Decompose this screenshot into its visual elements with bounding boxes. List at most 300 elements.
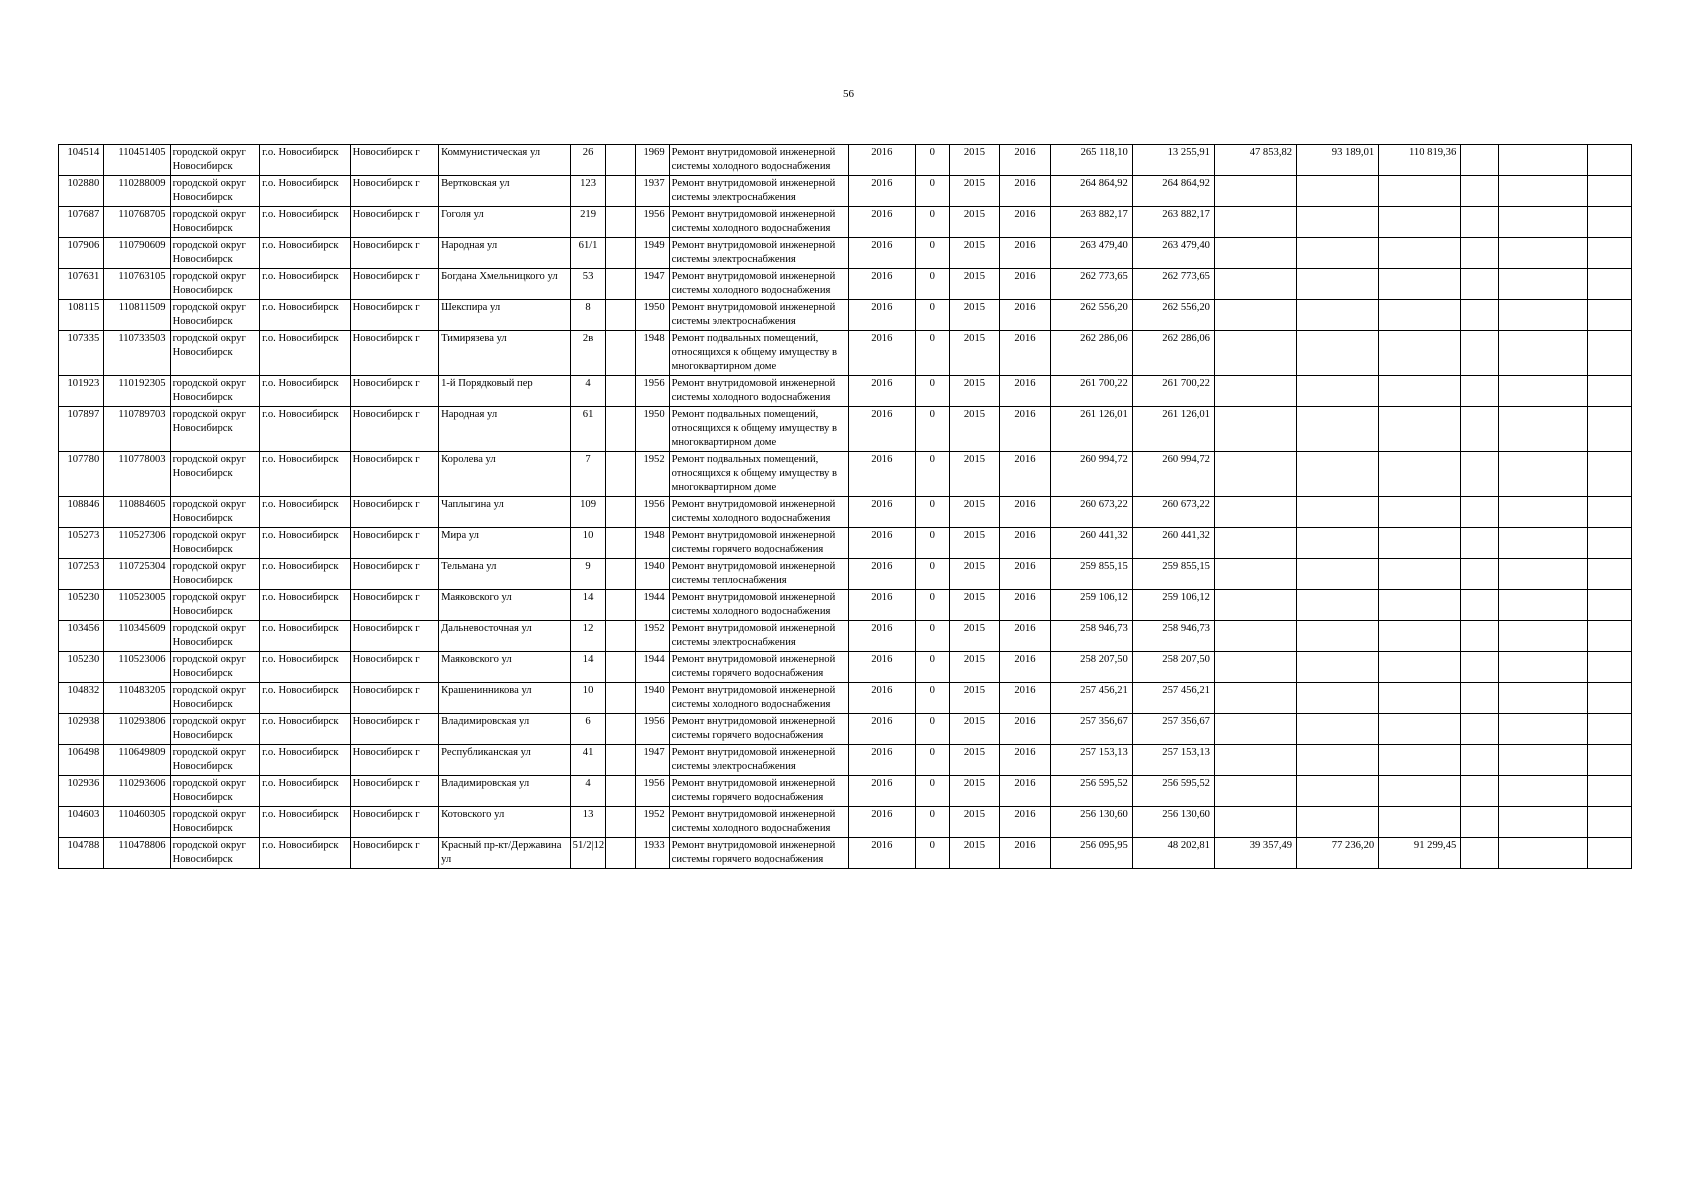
cell-y1: 2016 [848,652,915,683]
cell-work: Ремонт внутридомовой инженерной системы электроснабжения [669,238,848,269]
cell-v4 [1379,683,1461,714]
cell-v3 [1297,807,1379,838]
cell-district: городской округ Новосибирск [170,683,259,714]
cell-house: 9 [570,559,606,590]
cell-municipality: г.о. Новосибирск [260,714,351,745]
table-row [59,407,1632,452]
cell-y1: 2016 [848,590,915,621]
cell-build [606,714,635,745]
cell-v3 [1297,407,1379,452]
table-row [59,776,1632,807]
cell-e2 [1499,621,1587,652]
cell-district: городской округ Новосибирск [170,452,259,497]
cell-y3: 2016 [1000,207,1051,238]
cell-y2: 2015 [949,714,1000,745]
cell-v1: 261 700,22 [1132,376,1214,407]
cell-y3: 2016 [1000,238,1051,269]
cell-district: городской округ Новосибирск [170,176,259,207]
cell-v2 [1214,176,1296,207]
cell-municipality: г.о. Новосибирск [260,238,351,269]
cell-district: городской округ Новосибирск [170,807,259,838]
cell-city: Новосибирск г [350,269,438,300]
cell-work: Ремонт внутридомовой инженерной системы холодного водоснабжения [669,590,848,621]
cell-zero: 0 [915,376,949,407]
cell-city: Новосибирск г [350,176,438,207]
cell-total: 263 479,40 [1050,238,1132,269]
cell-v4 [1379,269,1461,300]
cell-street: Дальневосточная ул [439,621,571,652]
cell-build [606,145,635,176]
cell-street: Владимировская ул [439,714,571,745]
cell-y1: 2016 [848,269,915,300]
cell-street: Маяковского ул [439,590,571,621]
cell-house: 10 [570,528,606,559]
cell-city: Новосибирск г [350,621,438,652]
cell-district: городской округ Новосибирск [170,621,259,652]
cell-street: Гоголя ул [439,207,571,238]
cell-total: 258 207,50 [1050,652,1132,683]
cell-e3 [1587,621,1631,652]
cell-e1 [1461,745,1499,776]
cell-id: 107906 [59,238,104,269]
cell-e2 [1499,331,1587,376]
cell-e1 [1461,838,1499,869]
cell-id: 105230 [59,590,104,621]
cell-total: 256 130,60 [1050,807,1132,838]
cell-district: городской округ Новосибирск [170,376,259,407]
page-number: 56 [843,88,854,100]
cell-work: Ремонт внутридомовой инженерной системы электроснабжения [669,176,848,207]
cell-e3 [1587,497,1631,528]
cell-municipality: г.о. Новосибирск [260,269,351,300]
cell-build [606,376,635,407]
cell-zero: 0 [915,652,949,683]
cell-v3: 93 189,01 [1297,145,1379,176]
cell-city: Новосибирск г [350,207,438,238]
cell-v3 [1297,621,1379,652]
cell-e3 [1587,838,1631,869]
cell-work: Ремонт внутридомовой инженерной системы теплоснабжения [669,559,848,590]
cell-year: 1948 [635,528,669,559]
cell-code: 110884605 [104,497,170,528]
cell-district: городской округ Новосибирск [170,590,259,621]
cell-total: 263 882,17 [1050,207,1132,238]
cell-e1 [1461,145,1499,176]
cell-y1: 2016 [848,452,915,497]
cell-y2: 2015 [949,807,1000,838]
cell-id: 104788 [59,838,104,869]
cell-v3 [1297,176,1379,207]
cell-id: 107897 [59,407,104,452]
cell-city: Новосибирск г [350,238,438,269]
cell-y3: 2016 [1000,807,1051,838]
cell-e2 [1499,376,1587,407]
cell-e1 [1461,407,1499,452]
cell-e2 [1499,407,1587,452]
cell-v4 [1379,407,1461,452]
cell-street: Королева ул [439,452,571,497]
cell-v4 [1379,590,1461,621]
cell-build [606,745,635,776]
cell-v3 [1297,745,1379,776]
cell-y1: 2016 [848,528,915,559]
cell-street: Котовского ул [439,807,571,838]
cell-id: 107780 [59,452,104,497]
cell-e3 [1587,807,1631,838]
cell-y2: 2015 [949,652,1000,683]
cell-street: Красный пр-кт/Державина ул [439,838,571,869]
cell-work: Ремонт подвальных помещений, относящихся к общему имуществу в многоквартирном доме [669,452,848,497]
cell-year: 1952 [635,452,669,497]
cell-street: Маяковского ул [439,652,571,683]
cell-y1: 2016 [848,238,915,269]
cell-year: 1956 [635,497,669,528]
cell-e3 [1587,528,1631,559]
cell-v2 [1214,559,1296,590]
cell-e2 [1499,776,1587,807]
cell-house: 14 [570,652,606,683]
cell-id: 107687 [59,207,104,238]
cell-build [606,652,635,683]
cell-build [606,238,635,269]
cell-city: Новосибирск г [350,331,438,376]
cell-v4: 91 299,45 [1379,838,1461,869]
cell-e3 [1587,176,1631,207]
cell-y3: 2016 [1000,776,1051,807]
cell-zero: 0 [915,683,949,714]
cell-district: городской округ Новосибирск [170,745,259,776]
cell-house: 7 [570,452,606,497]
cell-e3 [1587,714,1631,745]
cell-work: Ремонт внутридомовой инженерной системы холодного водоснабжения [669,683,848,714]
cell-code: 110293806 [104,714,170,745]
table-row [59,652,1632,683]
cell-city: Новосибирск г [350,452,438,497]
cell-work: Ремонт внутридомовой инженерной системы горячего водоснабжения [669,838,848,869]
cell-work: Ремонт внутридомовой инженерной системы холодного водоснабжения [669,207,848,238]
cell-municipality: г.о. Новосибирск [260,376,351,407]
cell-house: 8 [570,300,606,331]
cell-house: 13 [570,807,606,838]
cell-district: городской округ Новосибирск [170,652,259,683]
cell-code: 110768705 [104,207,170,238]
cell-total: 262 773,65 [1050,269,1132,300]
cell-district: городской округ Новосибирск [170,776,259,807]
cell-v1: 259 855,15 [1132,559,1214,590]
cell-e1 [1461,300,1499,331]
cell-build [606,207,635,238]
cell-street: Богдана Хмельницкого ул [439,269,571,300]
cell-v2 [1214,714,1296,745]
cell-zero: 0 [915,331,949,376]
cell-e1 [1461,590,1499,621]
cell-y2: 2015 [949,776,1000,807]
cell-id: 107253 [59,559,104,590]
cell-municipality: г.о. Новосибирск [260,407,351,452]
cell-total: 259 106,12 [1050,590,1132,621]
cell-v2 [1214,331,1296,376]
cell-year: 1952 [635,621,669,652]
cell-y1: 2016 [848,407,915,452]
cell-e2 [1499,807,1587,838]
table-row [59,376,1632,407]
cell-zero: 0 [915,714,949,745]
cell-house: 26 [570,145,606,176]
cell-code: 110345609 [104,621,170,652]
cell-y2: 2015 [949,331,1000,376]
cell-v2 [1214,652,1296,683]
cell-v4 [1379,745,1461,776]
cell-v2 [1214,376,1296,407]
cell-year: 1944 [635,652,669,683]
cell-v3 [1297,776,1379,807]
cell-e2 [1499,207,1587,238]
cell-code: 110527306 [104,528,170,559]
cell-house: 61 [570,407,606,452]
table-row [59,528,1632,559]
cell-v3 [1297,497,1379,528]
table-row [59,176,1632,207]
cell-v2: 39 357,49 [1214,838,1296,869]
cell-year: 1956 [635,776,669,807]
table-row [59,683,1632,714]
cell-zero: 0 [915,238,949,269]
cell-city: Новосибирск г [350,652,438,683]
cell-e2 [1499,838,1587,869]
cell-district: городской округ Новосибирск [170,300,259,331]
cell-y1: 2016 [848,559,915,590]
cell-e2 [1499,452,1587,497]
cell-city: Новосибирск г [350,807,438,838]
cell-city: Новосибирск г [350,714,438,745]
cell-house: 2в [570,331,606,376]
cell-e2 [1499,745,1587,776]
cell-id: 103456 [59,621,104,652]
cell-zero: 0 [915,300,949,331]
cell-district: городской округ Новосибирск [170,838,259,869]
cell-e3 [1587,207,1631,238]
cell-e3 [1587,407,1631,452]
cell-work: Ремонт внутридомовой инженерной системы электроснабжения [669,300,848,331]
cell-year: 1947 [635,745,669,776]
cell-y2: 2015 [949,452,1000,497]
cell-house: 6 [570,714,606,745]
cell-y2: 2015 [949,176,1000,207]
cell-id: 105230 [59,652,104,683]
cell-build [606,176,635,207]
cell-y3: 2016 [1000,145,1051,176]
cell-municipality: г.о. Новосибирск [260,683,351,714]
cell-district: городской округ Новосибирск [170,269,259,300]
cell-y2: 2015 [949,745,1000,776]
cell-y1: 2016 [848,683,915,714]
cell-v3 [1297,714,1379,745]
cell-total: 260 441,32 [1050,528,1132,559]
cell-v2 [1214,807,1296,838]
cell-street: Мира ул [439,528,571,559]
cell-code: 110192305 [104,376,170,407]
cell-e3 [1587,145,1631,176]
cell-y1: 2016 [848,145,915,176]
cell-y3: 2016 [1000,745,1051,776]
cell-house: 61/1 [570,238,606,269]
cell-v3 [1297,331,1379,376]
cell-house: 53 [570,269,606,300]
cell-code: 110478806 [104,838,170,869]
cell-year: 1944 [635,590,669,621]
cell-y3: 2016 [1000,452,1051,497]
cell-street: Коммунистическая ул [439,145,571,176]
cell-y3: 2016 [1000,590,1051,621]
cell-y2: 2015 [949,238,1000,269]
cell-e1 [1461,269,1499,300]
cell-v1: 260 673,22 [1132,497,1214,528]
cell-y2: 2015 [949,590,1000,621]
cell-city: Новосибирск г [350,559,438,590]
cell-code: 110733503 [104,331,170,376]
cell-house: 10 [570,683,606,714]
cell-municipality: г.о. Новосибирск [260,207,351,238]
cell-e3 [1587,452,1631,497]
cell-city: Новосибирск г [350,776,438,807]
cell-zero: 0 [915,807,949,838]
cell-e3 [1587,652,1631,683]
cell-total: 264 864,92 [1050,176,1132,207]
cell-v4 [1379,807,1461,838]
cell-build [606,590,635,621]
cell-id: 107335 [59,331,104,376]
cell-build [606,497,635,528]
cell-e3 [1587,745,1631,776]
cell-municipality: г.о. Новосибирск [260,776,351,807]
cell-code: 110460305 [104,807,170,838]
cell-v2 [1214,590,1296,621]
cell-work: Ремонт внутридомовой инженерной системы холодного водоснабжения [669,376,848,407]
cell-y2: 2015 [949,145,1000,176]
cell-e2 [1499,497,1587,528]
cell-total: 256 095,95 [1050,838,1132,869]
cell-municipality: г.о. Новосибирск [260,528,351,559]
cell-municipality: г.о. Новосибирск [260,745,351,776]
cell-v1: 257 456,21 [1132,683,1214,714]
cell-v4 [1379,376,1461,407]
cell-e1 [1461,776,1499,807]
cell-id: 108846 [59,497,104,528]
cell-work: Ремонт внутридомовой инженерной системы электроснабжения [669,621,848,652]
cell-build [606,269,635,300]
cell-house: 4 [570,776,606,807]
cell-zero: 0 [915,407,949,452]
cell-district: городской округ Новосибирск [170,238,259,269]
cell-street: Народная ул [439,407,571,452]
cell-total: 261 126,01 [1050,407,1132,452]
cell-municipality: г.о. Новосибирск [260,652,351,683]
table-row [59,207,1632,238]
cell-y3: 2016 [1000,652,1051,683]
cell-municipality: г.о. Новосибирск [260,452,351,497]
cell-v1: 262 286,06 [1132,331,1214,376]
cell-work: Ремонт внутридомовой инженерной системы горячего водоснабжения [669,714,848,745]
cell-code: 110293606 [104,776,170,807]
cell-v3 [1297,207,1379,238]
cell-zero: 0 [915,838,949,869]
cell-build [606,407,635,452]
cell-street: Вертковская ул [439,176,571,207]
cell-house: 109 [570,497,606,528]
cell-total: 262 286,06 [1050,331,1132,376]
cell-y1: 2016 [848,331,915,376]
cell-e2 [1499,559,1587,590]
cell-year: 1947 [635,269,669,300]
cell-v1: 260 994,72 [1132,452,1214,497]
cell-e3 [1587,776,1631,807]
cell-total: 262 556,20 [1050,300,1132,331]
cell-v1: 258 207,50 [1132,652,1214,683]
cell-v4 [1379,776,1461,807]
cell-district: городской округ Новосибирск [170,528,259,559]
cell-e2 [1499,590,1587,621]
cell-id: 102936 [59,776,104,807]
cell-v3 [1297,683,1379,714]
cell-v1: 256 595,52 [1132,776,1214,807]
cell-e1 [1461,497,1499,528]
cell-street: Республиканская ул [439,745,571,776]
cell-y2: 2015 [949,300,1000,331]
cell-y3: 2016 [1000,714,1051,745]
table-row [59,497,1632,528]
cell-total: 265 118,10 [1050,145,1132,176]
cell-district: городской округ Новосибирск [170,331,259,376]
capital-repair-table [58,144,1632,869]
table-row [59,269,1632,300]
cell-id: 104832 [59,683,104,714]
cell-y2: 2015 [949,269,1000,300]
cell-y3: 2016 [1000,407,1051,452]
cell-y3: 2016 [1000,376,1051,407]
cell-code: 110523006 [104,652,170,683]
table-row [59,745,1632,776]
cell-code: 110789703 [104,407,170,452]
cell-municipality: г.о. Новосибирск [260,145,351,176]
cell-v3: 77 236,20 [1297,838,1379,869]
cell-v1: 257 356,67 [1132,714,1214,745]
cell-e1 [1461,528,1499,559]
cell-e1 [1461,176,1499,207]
cell-year: 1933 [635,838,669,869]
cell-total: 257 153,13 [1050,745,1132,776]
cell-v1: 257 153,13 [1132,745,1214,776]
table-body [59,145,1632,869]
cell-v4 [1379,714,1461,745]
table-row [59,331,1632,376]
cell-code: 110763105 [104,269,170,300]
cell-code: 110811509 [104,300,170,331]
cell-year: 1950 [635,407,669,452]
cell-year: 1956 [635,376,669,407]
cell-e1 [1461,621,1499,652]
cell-street: Чаплыгина ул [439,497,571,528]
cell-year: 1940 [635,683,669,714]
cell-e1 [1461,714,1499,745]
cell-v4 [1379,528,1461,559]
cell-e2 [1499,528,1587,559]
cell-id: 102938 [59,714,104,745]
cell-work: Ремонт внутридомовой инженерной системы холодного водоснабжения [669,145,848,176]
cell-id: 102880 [59,176,104,207]
table-row [59,807,1632,838]
cell-y1: 2016 [848,207,915,238]
cell-v2 [1214,407,1296,452]
